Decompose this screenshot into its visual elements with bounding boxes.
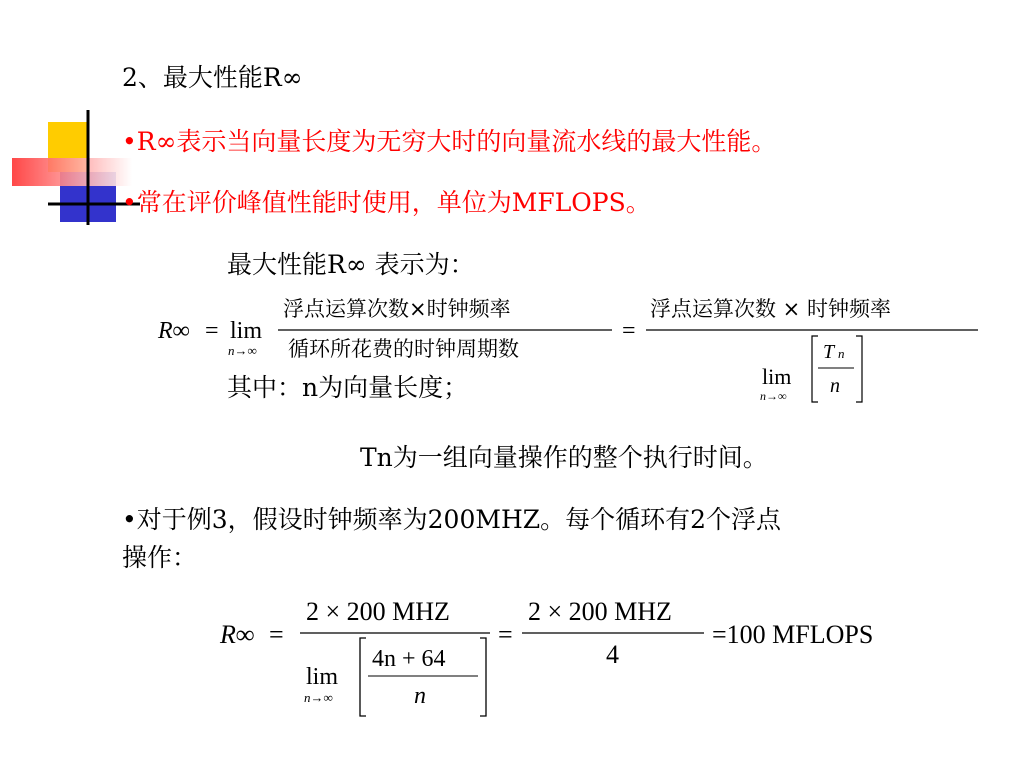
bullet-r-infinity-definition: •R∞表示当向量长度为无穷大时的向量流水线的最大性能。 — [122, 127, 777, 156]
formula2-right-bracket — [480, 638, 486, 716]
example-text-line1: •对于例3，假设时钟频率为200MHZ。每个循环有2个浮点 — [122, 505, 782, 534]
formula1-left-bracket — [812, 336, 818, 402]
formula2-lim-sub: n→∞ — [304, 690, 333, 705]
formula1-tn-T: T — [823, 341, 835, 363]
formula-intro: 最大性能R∞ 表示为： — [227, 250, 475, 279]
bullet-peak-performance-usage: •常在评价峰值性能时使用，单位为MFLOPS。 — [122, 188, 651, 217]
formula1-equals-2: = — [622, 318, 636, 344]
formula2-inner-den: n — [414, 683, 426, 709]
formula2-equals-2: = — [498, 620, 513, 649]
formula-r-infinity-example — [214, 588, 934, 728]
formula2-lhs: R∞ — [220, 620, 255, 649]
formula1-rhs-numerator: 浮点运算次数 × 时钟频率 — [650, 297, 891, 321]
formula1-rhs-lim-sub: n→∞ — [760, 389, 787, 403]
formula2-denominator-2: 4 — [606, 640, 619, 669]
formula2-numerator: 2 × 200 MHZ — [306, 597, 450, 626]
variable-definition-tn: Tn为一组向量操作的整个执行时间。 — [360, 443, 768, 472]
formula2-lim: lim — [306, 664, 339, 690]
formula1-numerator: 浮点运算次数×时钟频率 — [283, 297, 511, 321]
formula1-tn-n: n — [838, 346, 845, 361]
decorative-corner-graphic — [0, 100, 140, 230]
formula2-result: =100 MFLOPS — [712, 620, 874, 649]
red-gradient-bar — [12, 158, 132, 186]
formula1-denominator: 循环所花费的时钟周期数 — [288, 337, 519, 361]
formula1-lim-sub: n→∞ — [228, 343, 257, 358]
formula1-lim: lim — [230, 318, 263, 344]
formula1-lhs: R∞ — [158, 318, 190, 344]
formula2-left-bracket — [360, 638, 366, 716]
formula2-equals: = — [269, 620, 284, 649]
formula1-equals: = — [205, 318, 219, 344]
slide-heading: 2、最大性能R∞ — [122, 63, 303, 92]
variable-definition-n: 其中：n为向量长度； — [227, 373, 469, 402]
formula1-right-bracket — [856, 336, 862, 402]
formula2-inner-numerator: 4n + 64 — [372, 646, 446, 672]
formula2-numerator-2: 2 × 200 MHZ — [528, 597, 672, 626]
example-text-line2: 操作： — [122, 543, 198, 572]
formula1-inner-den: n — [830, 375, 840, 397]
formula1-rhs-lim: lim — [762, 364, 792, 389]
formula-r-infinity-definition — [150, 288, 990, 413]
